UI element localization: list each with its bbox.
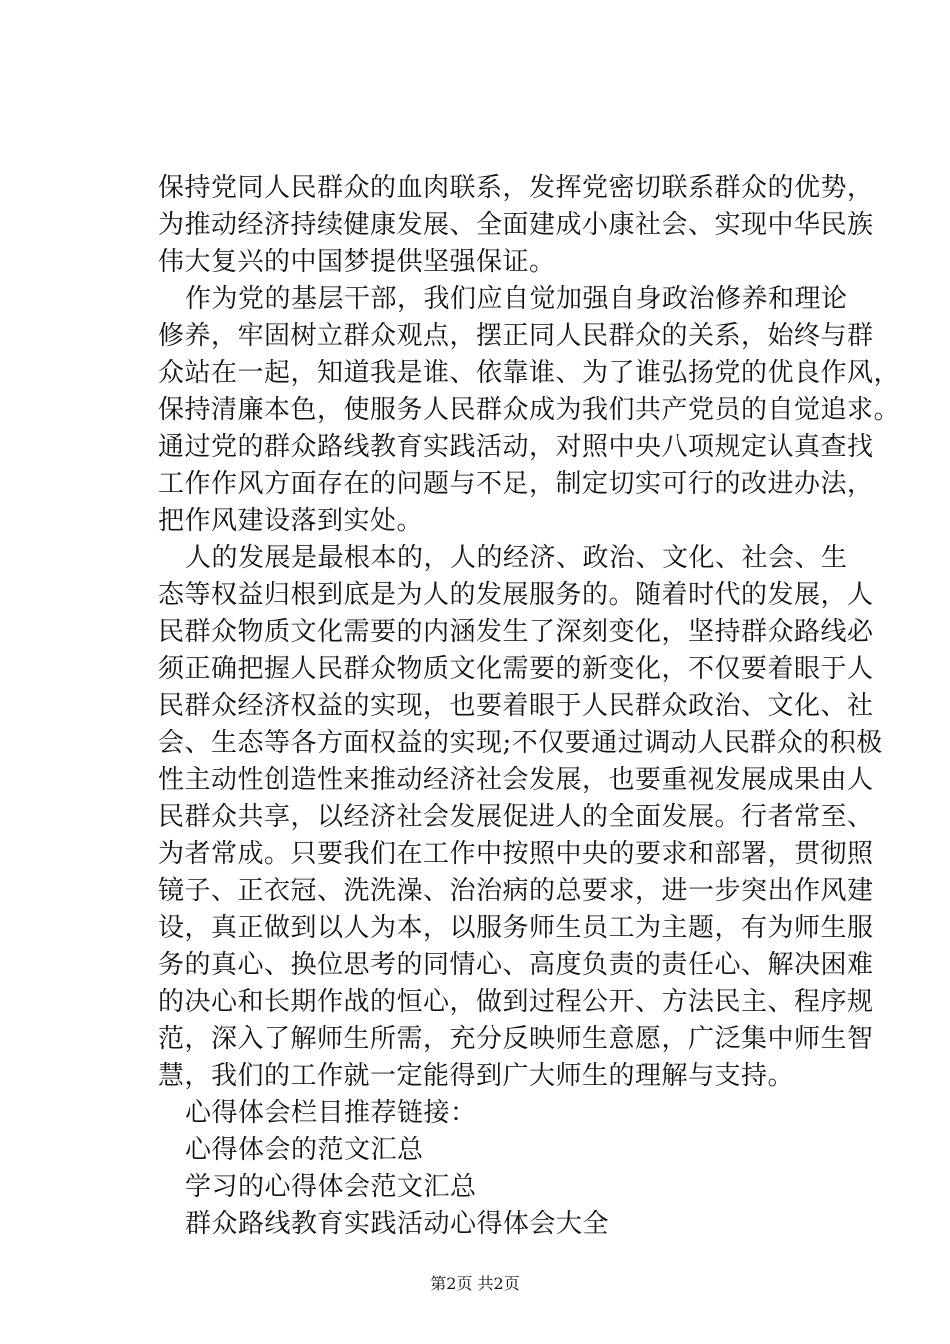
text-line: 镜子、正衣冠、洗洗澡、治治病的总要求，进一步突出作风建 bbox=[158, 876, 874, 906]
text-line: 民群众物质文化需要的内涵发生了深刻变化，坚持群众路线必 bbox=[158, 617, 874, 647]
paragraph-1 bbox=[158, 170, 874, 281]
document-body bbox=[158, 170, 901, 1243]
recommended-links bbox=[158, 1095, 798, 1243]
text-line: 保持清廉本色，使服务人民群众成为我们共产党员的自觉追求。 bbox=[158, 395, 901, 425]
text-line: 把作风建设落到实处。 bbox=[158, 506, 424, 536]
links-heading: 心得体会栏目推荐链接： bbox=[185, 1098, 477, 1128]
text-line: 为推动经济持续健康发展、全面建成小康社会、实现中华民族 bbox=[158, 210, 874, 240]
text-line: 修养，牢固树立群众观点，摆正同人民群众的关系，始终与群 bbox=[158, 321, 874, 351]
text-line: 通过党的群众路线教育实践活动，对照中央八项规定认真查找 bbox=[158, 432, 874, 462]
text-line: 范，深入了解师生所需，充分反映师生意愿，广泛集中师生智 bbox=[158, 1024, 874, 1054]
text-line: 作为党的基层干部，我们应自觉加强自身政治修养和理论 bbox=[185, 284, 848, 314]
text-line: 工作作风方面存在的问题与不足，制定切实可行的改进办法， bbox=[158, 469, 874, 499]
page-number: 第2页 共2页 bbox=[430, 1274, 520, 1293]
link-item[interactable]: 心得体会的范文汇总 bbox=[185, 1135, 424, 1165]
text-line: 为者常成。只要我们在工作中按照中央的要求和部署，贯彻照 bbox=[158, 839, 874, 869]
text-line: 须正确把握人民群众物质文化需要的新变化，不仅要着眼于人 bbox=[158, 654, 874, 684]
text-line: 设，真正做到以人为本，以服务师生员工为主题，有为师生服 bbox=[158, 913, 874, 943]
link-item[interactable]: 学习的心得体会范文汇总 bbox=[185, 1172, 477, 1202]
text-line: 人的发展是最根本的，人的经济、政治、文化、社会、生 bbox=[185, 543, 848, 573]
text-line: 民群众经济权益的实现，也要着眼于人民群众政治、文化、社 bbox=[158, 691, 874, 721]
text-line: 务的真心、换位思考的同情心、高度负责的责任心、解决困难 bbox=[158, 950, 874, 980]
text-line: 保持党同人民群众的血肉联系，发挥党密切联系群众的优势， bbox=[158, 173, 874, 203]
text-line: 态等权益归根到底是为人的发展服务的。随着时代的发展，人 bbox=[158, 580, 874, 610]
text-line: 慧，我们的工作就一定能得到广大师生的理解与支持。 bbox=[158, 1061, 795, 1091]
text-line: 性主动性创造性来推动经济社会发展，也要重视发展成果由人 bbox=[158, 765, 874, 795]
text-line: 伟大复兴的中国梦提供坚强保证。 bbox=[158, 247, 556, 277]
paragraph-3 bbox=[158, 540, 883, 1095]
link-item[interactable]: 群众路线教育实践活动心得体会大全 bbox=[185, 1209, 610, 1239]
paragraph-2 bbox=[158, 281, 901, 540]
text-line: 民群众共享，以经济社会发展促进人的全面发展。行者常至、 bbox=[158, 802, 874, 832]
text-line: 会、生态等各方面权益的实现;不仅要通过调动人民群众的积极 bbox=[158, 728, 883, 758]
text-line: 的决心和长期作战的恒心，做到过程公开、方法民主、程序规 bbox=[158, 987, 874, 1017]
text-line: 众站在一起，知道我是谁、依靠谁、为了谁弘扬党的优良作风， bbox=[158, 358, 901, 388]
page-footer bbox=[0, 1274, 950, 1294]
